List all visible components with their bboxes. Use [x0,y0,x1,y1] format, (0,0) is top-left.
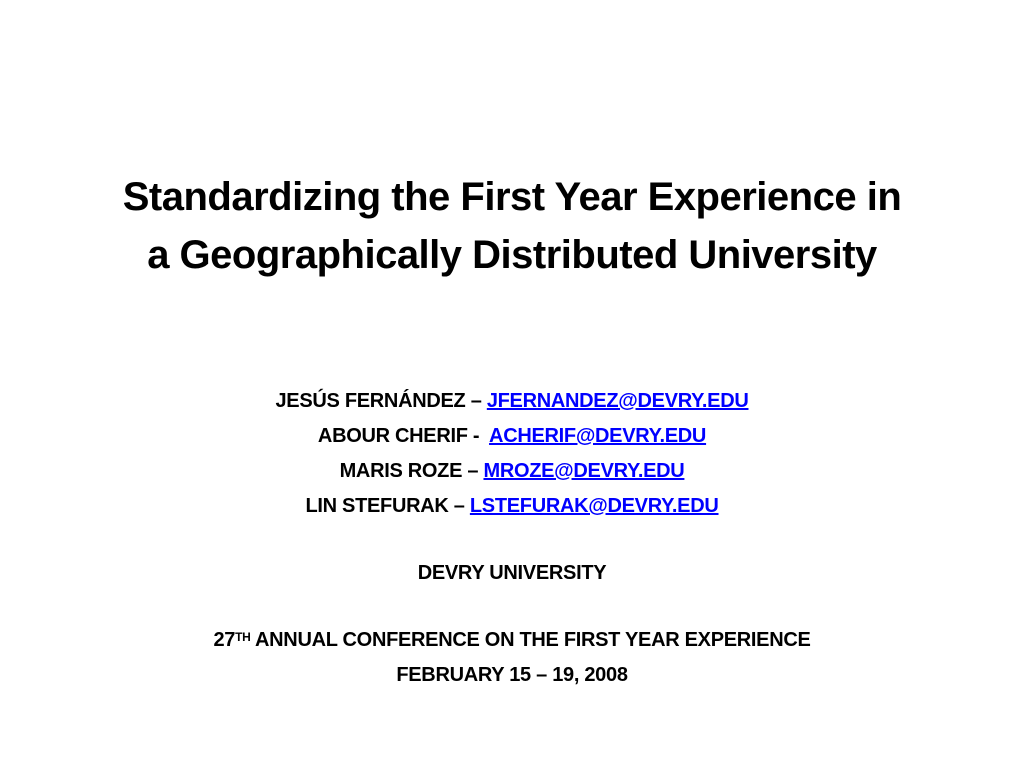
author-separator: – [448,495,470,517]
author-line [40,384,984,419]
conference-ordinal-number: 27 [213,629,236,651]
author-name: JESÚS FERNÁNDEZ [275,390,466,412]
author-email-link[interactable]: MROZE@DEVRY.EDU [483,460,685,482]
author-email-link[interactable]: JFERNANDEZ@DEVRY.EDU [486,390,749,412]
spacer [40,524,984,556]
title-line-1: Standardizing the First Year Experience in [122,175,902,219]
author-separator: - [467,425,490,447]
author-name: MARIS ROZE [339,460,463,482]
conference-name [40,623,984,658]
conference-dates: FEBRUARY 15 – 19, 2008 [396,664,628,686]
author-line [40,454,984,489]
title-line-2: a Geographically Distributed University [147,233,877,277]
author-separator: – [462,460,484,482]
slide-title [40,168,984,284]
author-name: ABOUR CHERIF [317,425,468,447]
author-line [40,419,984,454]
conference-ordinal-suffix: TH [235,630,251,644]
institution: DEVRY UNIVERSITY [417,562,607,584]
author-separator: – [465,390,487,412]
author-name: LIN STEFURAK [305,495,449,517]
author-email-link[interactable]: ACHERIF@DEVRY.EDU [489,425,707,447]
conference-title: ANNUAL CONFERENCE ON THE FIRST YEAR EXPERIENCE [250,629,811,651]
spacer [40,591,984,623]
slide-subtitle [40,384,984,693]
author-line [40,489,984,524]
author-email-link[interactable]: LSTEFURAK@DEVRY.EDU [469,495,719,517]
